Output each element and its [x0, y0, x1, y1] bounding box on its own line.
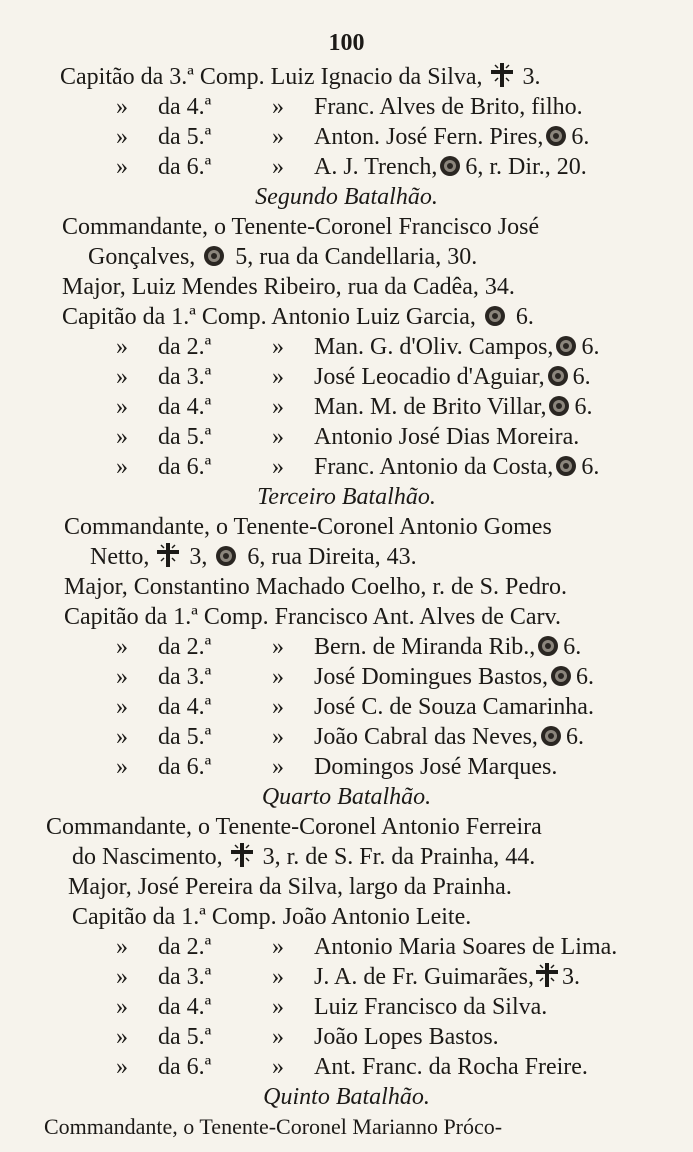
line-text: Gonçalves, — [88, 244, 196, 270]
text-line — [88, 242, 477, 272]
ditto-mark: » — [116, 154, 128, 180]
order-rose-icon — [548, 395, 570, 425]
text-line — [72, 842, 535, 872]
ditto-mark: » — [116, 124, 128, 150]
page-number: 100 — [328, 30, 365, 56]
list-item — [0, 152, 693, 182]
line-text: 3, r. de S. Fr. da Prainha, 44. — [262, 844, 536, 870]
text-line — [72, 902, 471, 932]
officer-name: Bern. de Miranda Rib., — [314, 634, 536, 660]
company-label: da 2.ª — [158, 934, 212, 960]
officer-tail: 3. — [561, 964, 580, 990]
line-text: Commandante, o Tenente-Coronel Antonio Ferreira — [46, 814, 542, 840]
company-label: da 3.ª — [158, 964, 212, 990]
text-line — [64, 602, 561, 632]
text-line — [44, 1112, 502, 1142]
ditto-mark: » — [272, 964, 284, 990]
list-item — [0, 932, 693, 962]
list-item — [0, 332, 693, 362]
text-line — [90, 542, 417, 572]
company-label: da 4.ª — [158, 694, 212, 720]
list-item — [0, 452, 693, 482]
list-item — [0, 752, 693, 782]
ditto-mark: » — [272, 634, 284, 660]
text-line — [62, 302, 534, 332]
ditto-mark: » — [116, 364, 128, 390]
company-label: da 6.ª — [158, 1054, 212, 1080]
ditto-mark: » — [116, 394, 128, 420]
officer-name: José Leocadio d'Aguiar, — [314, 364, 545, 390]
ditto-mark: » — [272, 1024, 284, 1050]
ditto-mark: » — [272, 154, 284, 180]
officer-entry — [314, 122, 589, 155]
ditto-mark: » — [116, 424, 128, 450]
officer-entry — [314, 452, 599, 485]
officer-tail: 6. — [571, 124, 590, 150]
section-heading: Quarto Batalhão. — [261, 784, 432, 810]
company-label: da 5.ª — [158, 1024, 212, 1050]
line-text: 3, — [189, 544, 208, 570]
officer-name: Luiz Francisco da Silva. — [314, 994, 548, 1020]
officer-name: Franc. Alves de Brito, filho. — [314, 94, 583, 120]
company-label: da 4.ª — [158, 394, 212, 420]
officer-tail: 6. — [572, 364, 591, 390]
line-text: Major, Constantino Machado Coelho, r. de S. Pedro. — [64, 574, 567, 600]
ditto-mark: » — [116, 334, 128, 360]
order-cross-icon — [536, 963, 558, 995]
officer-entry — [314, 722, 584, 755]
list-item — [0, 362, 693, 392]
company-label: da 6.ª — [158, 154, 212, 180]
ditto-mark: » — [116, 1054, 128, 1080]
officer-entry — [314, 962, 580, 995]
company-label: da 6.ª — [158, 754, 212, 780]
text-line — [64, 572, 567, 602]
company-label: da 4.ª — [158, 94, 212, 120]
officer-name: J. A. de Fr. Guimarães, — [314, 964, 534, 990]
officer-name: Man. M. de Brito Villar, — [314, 394, 547, 420]
text-line — [46, 812, 542, 842]
section-heading: Segundo Batalhão. — [255, 184, 438, 210]
line-text: Capitão da 1.ª Comp. Antonio Luiz Garcia, — [62, 304, 476, 330]
officer-tail: 6. — [581, 454, 600, 480]
company-label: da 5.ª — [158, 724, 212, 750]
company-label: da 4.ª — [158, 994, 212, 1020]
order-rose-icon — [439, 155, 461, 185]
ditto-mark: » — [272, 364, 284, 390]
line-text: Commandante, o Tenente-Coronel Antonio Gomes — [64, 514, 552, 540]
ditto-mark: » — [272, 994, 284, 1020]
text-line — [62, 272, 515, 302]
line-text: Commandante, o Tenente-Coronel Marianno Próco- — [44, 1114, 503, 1139]
officer-name: Domingos José Marques. — [314, 754, 558, 780]
list-item — [0, 632, 693, 662]
order-rose-icon — [555, 335, 577, 365]
company-label: da 6.ª — [158, 454, 212, 480]
line-text: Commandante, o Tenente-Coronel Francisco José — [62, 214, 540, 240]
line-text: Capitão da 1.ª Comp. Francisco Ant. Alves de Carv. — [64, 604, 561, 630]
text-line — [64, 512, 552, 542]
list-item — [0, 1052, 693, 1082]
line-text: 6. — [515, 304, 534, 330]
order-rose-icon — [547, 365, 569, 395]
officer-entry — [314, 662, 594, 695]
officer-entry — [314, 332, 599, 365]
ditto-mark: » — [116, 1024, 128, 1050]
ditto-mark: » — [272, 694, 284, 720]
list-item — [0, 962, 693, 992]
text-line — [68, 872, 512, 902]
officer-entry — [314, 152, 587, 185]
officer-name: Antonio José Dias Moreira. — [314, 424, 580, 450]
text-line — [62, 212, 539, 242]
officer-name: José Domingues Bastos, — [314, 664, 548, 690]
ditto-mark: » — [272, 334, 284, 360]
line-text: 5, rua da Candellaria, 30. — [235, 244, 478, 270]
officer-entry — [314, 392, 592, 425]
officer-entry — [314, 362, 591, 395]
line-text: 6, rua Direita, 43. — [247, 544, 417, 570]
officer-name: Anton. José Fern. Pires, — [314, 124, 544, 150]
ditto-mark: » — [272, 754, 284, 780]
officer-tail: 6. — [576, 664, 594, 690]
list-item — [0, 392, 693, 422]
ditto-mark: » — [116, 694, 128, 720]
ditto-mark: » — [116, 754, 128, 780]
line-text: Major, Luiz Mendes Ribeiro, rua da Cadêa, 34. — [62, 274, 515, 300]
ditto-mark: » — [272, 394, 284, 420]
ditto-mark: » — [116, 634, 128, 660]
officer-tail: 6. — [581, 334, 600, 360]
list-item — [0, 422, 693, 452]
list-item — [0, 692, 693, 722]
officer-entry — [314, 632, 581, 665]
line-text: Capitão da 3.ª Comp. Luiz Ignacio da Silva, — [60, 64, 483, 90]
order-rose-icon — [537, 635, 559, 665]
ditto-mark: » — [272, 724, 284, 750]
ditto-mark: » — [272, 94, 284, 120]
line-text: do Nascimento, — [72, 844, 223, 870]
company-label: da 3.ª — [158, 664, 212, 690]
officer-name: Franc. Antonio da Costa, — [314, 454, 554, 480]
officer-name: Man. G. d'Oliv. Campos, — [314, 334, 554, 360]
officer-name: João Lopes Bastos. — [314, 1024, 499, 1050]
list-item — [0, 662, 693, 692]
ditto-mark: » — [116, 724, 128, 750]
order-rose-icon — [203, 245, 225, 275]
order-cross-icon — [157, 543, 179, 575]
officer-tail: 6. — [563, 634, 582, 660]
ditto-mark: » — [116, 994, 128, 1020]
ditto-mark: » — [116, 964, 128, 990]
order-cross-icon — [231, 843, 253, 875]
ditto-mark: » — [116, 94, 128, 120]
officer-name: Ant. Franc. da Rocha Freire. — [314, 1054, 588, 1080]
line-text: 3. — [522, 64, 541, 90]
list-item — [0, 992, 693, 1022]
ditto-mark: » — [272, 934, 284, 960]
order-rose-icon — [540, 725, 562, 755]
company-label: da 5.ª — [158, 424, 212, 450]
ditto-mark: » — [272, 664, 284, 690]
officer-name: José C. de Souza Camarinha. — [314, 694, 594, 720]
list-item — [0, 1022, 693, 1052]
list-item — [0, 92, 693, 122]
order-rose-icon — [555, 455, 577, 485]
company-label: da 2.ª — [158, 634, 212, 660]
officer-entry — [314, 92, 583, 122]
line-text: Major, José Pereira da Silva, largo da Prainha. — [68, 874, 512, 900]
ditto-mark: » — [116, 454, 128, 480]
ditto-mark: » — [116, 664, 128, 690]
officer-name: João Cabral das Neves, — [314, 724, 538, 750]
list-item — [0, 122, 693, 152]
order-rose-icon — [545, 125, 567, 155]
section-heading: Terceiro Batalhão. — [257, 484, 436, 510]
company-label: da 5.ª — [158, 124, 212, 150]
order-rose-icon — [215, 545, 237, 575]
list-item — [0, 722, 693, 752]
officer-tail: 6. — [574, 394, 593, 420]
order-cross-icon — [491, 63, 513, 95]
section-heading: Quinto Batalhão. — [263, 1084, 430, 1110]
company-label: da 3.ª — [158, 364, 212, 390]
ditto-mark: » — [272, 124, 284, 150]
ditto-mark: » — [272, 424, 284, 450]
ditto-mark: » — [116, 934, 128, 960]
officer-name: A. J. Trench, — [314, 154, 438, 180]
line-text: Capitão da 1.ª Comp. João Antonio Leite. — [72, 904, 472, 930]
company-label: da 2.ª — [158, 334, 212, 360]
ditto-mark: » — [272, 1054, 284, 1080]
order-rose-icon — [550, 665, 572, 695]
text-line — [60, 62, 541, 92]
officer-tail: 6, r. Dir., 20. — [465, 154, 587, 180]
officer-tail: 6. — [565, 724, 584, 750]
order-rose-icon — [484, 305, 506, 335]
officer-name: Antonio Maria Soares de Lima. — [314, 934, 618, 960]
line-text: Netto, — [90, 544, 150, 570]
ditto-mark: » — [272, 454, 284, 480]
